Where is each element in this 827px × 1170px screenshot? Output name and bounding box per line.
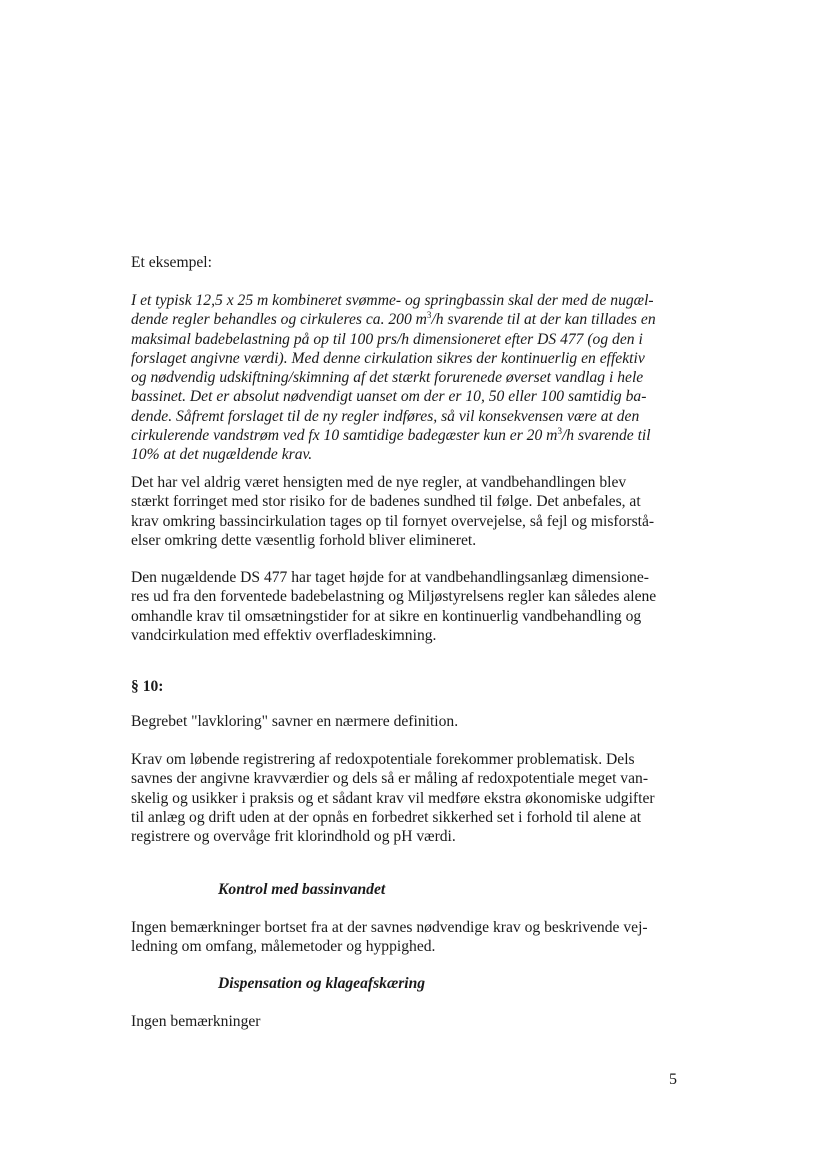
paragraph-line: krav omkring bassincirkulation tages op til fornyet overvejelse, så fejl og misforstå- — [131, 512, 655, 530]
paragraph-circulation-concern — [131, 473, 676, 550]
example-line: dende regler behandles og cirkuleres ca. 200 $m^3/h$ svarende til at der kan tillades en — [131, 310, 656, 329]
paragraph-dispensation — [131, 1012, 676, 1031]
kontrol-heading: Kontrol med bassinvandet — [218, 881, 386, 898]
paragraph-line: Begrebet "lavkloring" savner en nærmere definition. — [131, 713, 459, 730]
paragraph-line: ledning om omfang, målemetoder og hyppighed. — [131, 938, 436, 956]
paragraph-line: registrere og overvåge frit klorindhold og pH værdi. — [131, 828, 456, 846]
paragraph-ds477 — [131, 568, 676, 645]
example-line: og nødvendig udskiftning/skimning af det stærkt forurenede øverset vandlag i hele — [131, 369, 644, 387]
paragraph-line: Ingen bemærkninger bortset fra at der savnes nødvendige krav og beskrivende vej- — [131, 919, 648, 936]
example-line: maksimal badebelastning på op til 100 prs/h dimensioneret efter DS 477 (og den i — [131, 330, 643, 348]
paragraph-kontrol — [131, 918, 676, 957]
dispensation-heading: Dispensation og klageafskæring — [218, 975, 426, 992]
example-line: I et typisk 12,5 x 25 m kombineret svømme- og springbassin skal der med de nugæl- — [131, 292, 654, 309]
paragraph-line: Ingen bemærkninger — [131, 1013, 261, 1030]
paragraph-line: Den nugældende DS 477 har taget højde for at vandbehandlingsanlæg dimensione- — [131, 569, 649, 586]
paragraph-line: res ud fra den forventede badebelastning og Miljøstyrelsens regler kan således alene — [131, 588, 657, 606]
example-paragraph — [131, 291, 676, 465]
paragraph-line: Krav om løbende registrering af redoxpotentiale forekommer problematisk. Dels — [131, 751, 635, 768]
superscript-cubed: 3 — [557, 426, 562, 437]
paragraph-line: stærkt forringet med stor risiko for de badenes sundhed til følge. Det anbefales, at — [131, 493, 641, 511]
paragraph-line: vandcirkulation med effektiv overfladeskimning. — [131, 626, 437, 644]
paragraph-line: elser omkring dette væsentlig forhold bliver elimineret. — [131, 531, 477, 549]
intro-label: Et eksempel: — [131, 254, 212, 271]
paragraph-lavkloring — [131, 712, 676, 731]
superscript-cubed: 3 — [426, 310, 432, 321]
paragraph-line: omhandle krav til omsætningstider for at sikre en kontinuerlig vandbehandling og — [131, 607, 642, 625]
example-line: dende. Såfremt forslaget til de ny regler indføres, så vil konsekvensen være at den — [131, 407, 640, 425]
paragraph-redox — [131, 750, 676, 846]
page-number: 5 — [669, 1071, 677, 1088]
paragraph-line: Det har vel aldrig været hensigten med de nye regler, at vandbehandlingen blev — [131, 474, 627, 491]
example-line: 10% at det nugældende krav. — [131, 446, 313, 464]
example-line: bassinet. Det er absolut nødvendigt uanset om der er 10, 50 eller 100 samtidig ba- — [131, 388, 647, 406]
section-10-heading — [131, 677, 676, 696]
example-intro — [131, 253, 676, 272]
section-heading: § 10: — [131, 678, 164, 695]
paragraph-line: skelig og usikker i praksis og et sådant krav vil medføre ekstra økonomiske udgifter — [131, 789, 655, 807]
paragraph-line: til anlæg og drift uden at der opnås en forbedret sikkerhed set i forhold til alene at — [131, 808, 642, 826]
paragraph-line: savnes der angivne kravværdier og dels så er måling af redoxpotentiale meget van- — [131, 770, 649, 788]
example-line: forslaget angivne værdi). Med denne cirkulation sikres der kontinuerlig en effektiv — [131, 349, 645, 367]
example-line: cirkulerende vandstrøm ved fx 10 samtidige badegæster kun er 20 $m^3/h$ svarende til — [131, 426, 651, 445]
